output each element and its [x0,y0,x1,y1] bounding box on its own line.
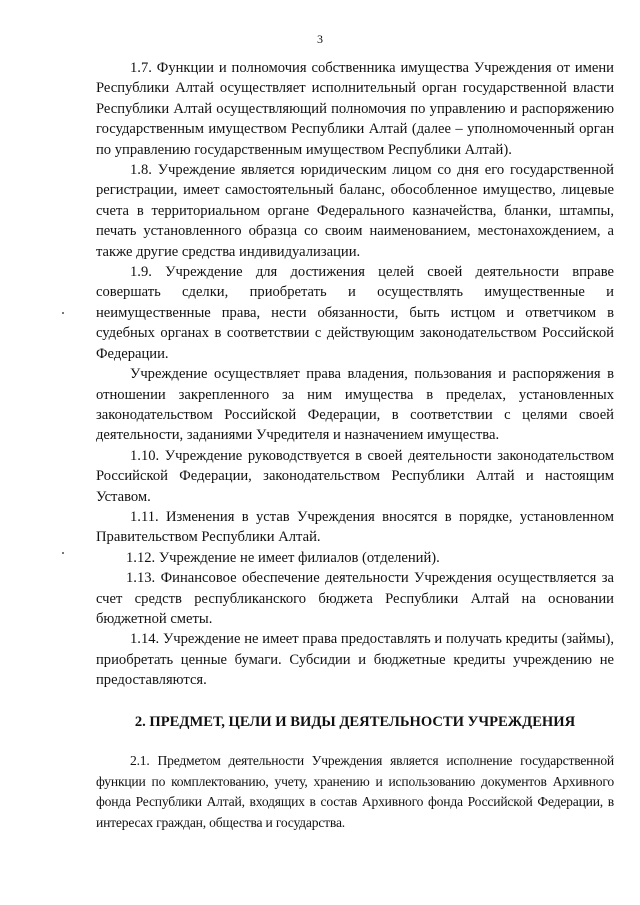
paragraph-1-9-continued: Учреждение осуществляет права владения, пользования и распоряжения в отношении закрепленного за ним имущества в пределах, установленных законодательством Российской Федерации, в соответствии с целями своей деятельности, заданиями Учредителя и назначением имущества. [96,366,614,444]
paragraph-1-11: 1.11. Изменения в устав Учреждения вносятся в порядке, установленном Правительством Республики Алтай. [96,508,614,546]
section-2-body [96,751,614,833]
paragraph-1-13: 1.13. Финансовое обеспечение деятельности Учреждения осуществляется за счет средств республиканского бюджета Республики Алтай на основании бюджетной сметы. [96,570,614,627]
page-number: 3 [317,32,323,46]
section-2-heading: 2. ПРЕДМЕТ, ЦЕЛИ И ВИДЫ ДЕЯТЕЛЬНОСТИ УЧРЕЖДЕНИЯ [134,714,576,730]
scan-speck [62,552,64,554]
scan-speck [62,312,64,314]
paragraph-1-10: 1.10. Учреждение руководствуется в своей деятельности законодательством Российской Федерации, законодательством Республики Алтай и настоящим Уставом. [96,447,614,505]
paragraph-1-7: 1.7. Функции и полномочия собственника имущества Учреждения от имени Республики Алтай осуществляет исполнительный орган государственной власти Республики Алтай осуществляющий полномочия по управлению и распоряжению государственным имуществом Республики Алтай (далее – уполномоченный орган по управлению государственным имуществом Республики Алтай). [96,60,614,158]
paragraph-1-14: 1.14. Учреждение не имеет права предоставлять и получать кредиты (займы), приобретать ценные бумаги. Субсидии и бюджетные кредиты учреждению не предоставляются. [96,631,614,689]
paragraph-1-8: 1.8. Учреждение является юридическим лицом со дня его государственной регистрации, имеет самостоятельный баланс, обособленное имущество, лицевые счета в территориальном органе Федерального казначейства, бланки, штампы, печать установленного образца со своим наименованием, местонахождением, а также другие средства индивидуализации. [96,162,614,260]
paragraph-1-12: 1.12. Учреждение не имеет филиалов (отделений). [126,549,440,566]
paragraph-2-1: 2.1. Предметом деятельности Учреждения является исполнение государственной функции по комплектованию, учету, хранению и использованию документов Архивного фонда Республики Алтай, входящих в состав Архивного фонда Российской Федерации, в интересах граждан, общества и государства. [96,753,614,830]
document-body [96,58,614,691]
paragraph-1-9: 1.9. Учреждение для достижения целей своей деятельности вправе совершать сделки, приобретать и осуществлять имущественные и неимущественные права, нести обязанности, быть истцом и ответчиком в судебных органах в соответствии с действующим законодательством Российской Федерации. [96,264,614,362]
